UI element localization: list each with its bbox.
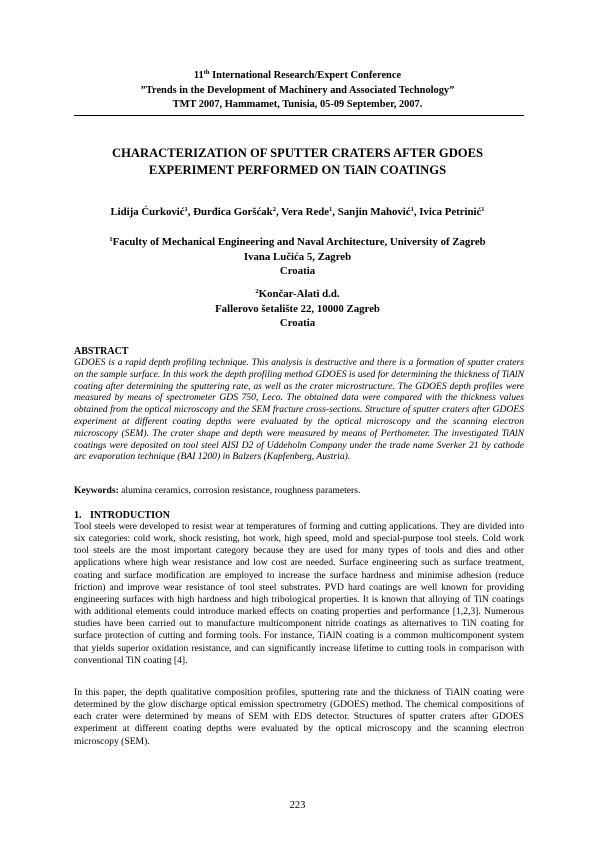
conference-line-2: ”Trends in the Development of Machinery and Associated Technology”: [140, 84, 455, 96]
keywords-label: Keywords:: [74, 485, 119, 496]
keywords: [74, 485, 524, 497]
section-number: 1.: [74, 510, 82, 521]
author: Ivica Petrinić: [419, 206, 482, 218]
author: Sanjin Mahović: [337, 206, 411, 218]
conference-line-1: 11th International Research/Expert Conference: [193, 69, 402, 81]
section-title: INTRODUCTION: [90, 510, 171, 521]
paper-title: [70, 145, 525, 179]
keywords-text: alumina ceramics, corrosion resistance, roughness parameters.: [118, 485, 361, 496]
page-number: 223: [289, 800, 306, 811]
affiliation-1-name: $^1$Faculty of Mechanical Engineering and Naval Architecture, University of Zagreb: [109, 236, 486, 248]
affiliation-1-country: Croatia: [279, 265, 316, 278]
affiliation-2: [70, 287, 525, 331]
intro-paragraph-2: In this paper, the depth qualitative composition profiles, sputtering rate and the thickness of TiAlN coating were determined by the glow discharge optical emission spectrometry (GDOES) method. The chemical compositions of each crater were determined by means of SEM with EDS detector. Structures of sputter craters after GDOES experiment at different coating depths were evaluated by the optical microscopy and the scanning electron microscopy (SEM).: [74, 687, 524, 747]
affiliation-1: [70, 235, 525, 279]
affiliation-2-name: $^2$Končar-Alati d.d.: [255, 288, 340, 300]
conference-header: [90, 69, 505, 113]
affiliation-2-street: Fallerovo šetalište 22, 10000 Zagreb: [215, 302, 380, 315]
author-list: Lidija Ćurković$^1$, Đurđica Goršćak$^2$, Vera Rede$^1$, Sanjin Mahović$^1$, Ivica Petrinić$^1$: [110, 206, 485, 218]
title-line-1: CHARACTERIZATION OF SPUTTER CRATERS AFTER GDOES: [112, 146, 483, 160]
author: Đurđica Goršćak: [193, 206, 273, 218]
abstract-text: GDOES is a rapid depth profiling technique. This analysis is destructive and there is a formation of sputter craters on the sample surface. In this work the depth profiling method GDOES is used for determining the thickness of TiAlN coating after determining the sputtering rate, as well as the crater microstructure. The GDOES depth profiles were measured by means of spectrometer GDS 750, Leco. The obtained data were compared with the thickness values obtained from the optical microscopy and the SEM fracture cross-sections. Structure of sputter craters after GDOES experiment at different coating depths were evaluated by the optical microscopy and the scanning electron microscopy (SEM). The crater shape and depth were measured by means of Perthometer. The investigated TiAlN coatings were deposited on tool steel AISI D2 of Uddeholm Company under the trade name Sverker 21 by cathode arc evaporation technique (BAI 1200) in Balzers (Kapfenberg, Austria).: [74, 357, 524, 463]
affiliation-2-country: Croatia: [279, 317, 316, 330]
conference-line-3: TMT 2007, Hammamet, Tunisia, 05-09 September, 2007.: [172, 99, 423, 110]
affiliation-1-street: Ivana Lučića 5, Zagreb: [243, 250, 352, 263]
abstract-heading: ABSTRACT: [74, 346, 129, 357]
header-rule: [74, 115, 524, 116]
intro-paragraph-1: Tool steels were developed to resist wear at temperatures of forming and cutting applications. They are divided into six categories: cold work, shock resisting, hot work, high speed, mold and special-purpose tool steels. Cold work tool steels are the most important category because they are used for many types of tools and dies and other applications where high wear resistance and low cost are needed. Surface engineering such as surface treatment, coating and surface modification are employed to increase the surface hardness and minimise adhesion (reduce friction) and improve wear resistance of tool steel substrates. PVD hard coatings are well known for providing engineering surfaces with high hardness and high tribological properties. It is known that alloying of TiN coatings with additional elements could introduce marked effects on coating properties and performance [1,2,3]. Numerous studies have been carried out to manufacture multicomponent nitride coatings as alternatives to TiN coating for surface protection of cutting and forming tools. For instance, TiAlN coating is a common multicomponent system that yields superior oxidation resistance, and can significantly increase lifetime to cutting tools in comparison with conventional TiN coating [4].: [74, 521, 524, 666]
author: Lidija Ćurković: [110, 206, 185, 218]
author: Vera Rede: [281, 206, 330, 218]
title-line-2: EXPERIMENT PERFORMED ON TiAlN COATINGS: [148, 163, 447, 177]
